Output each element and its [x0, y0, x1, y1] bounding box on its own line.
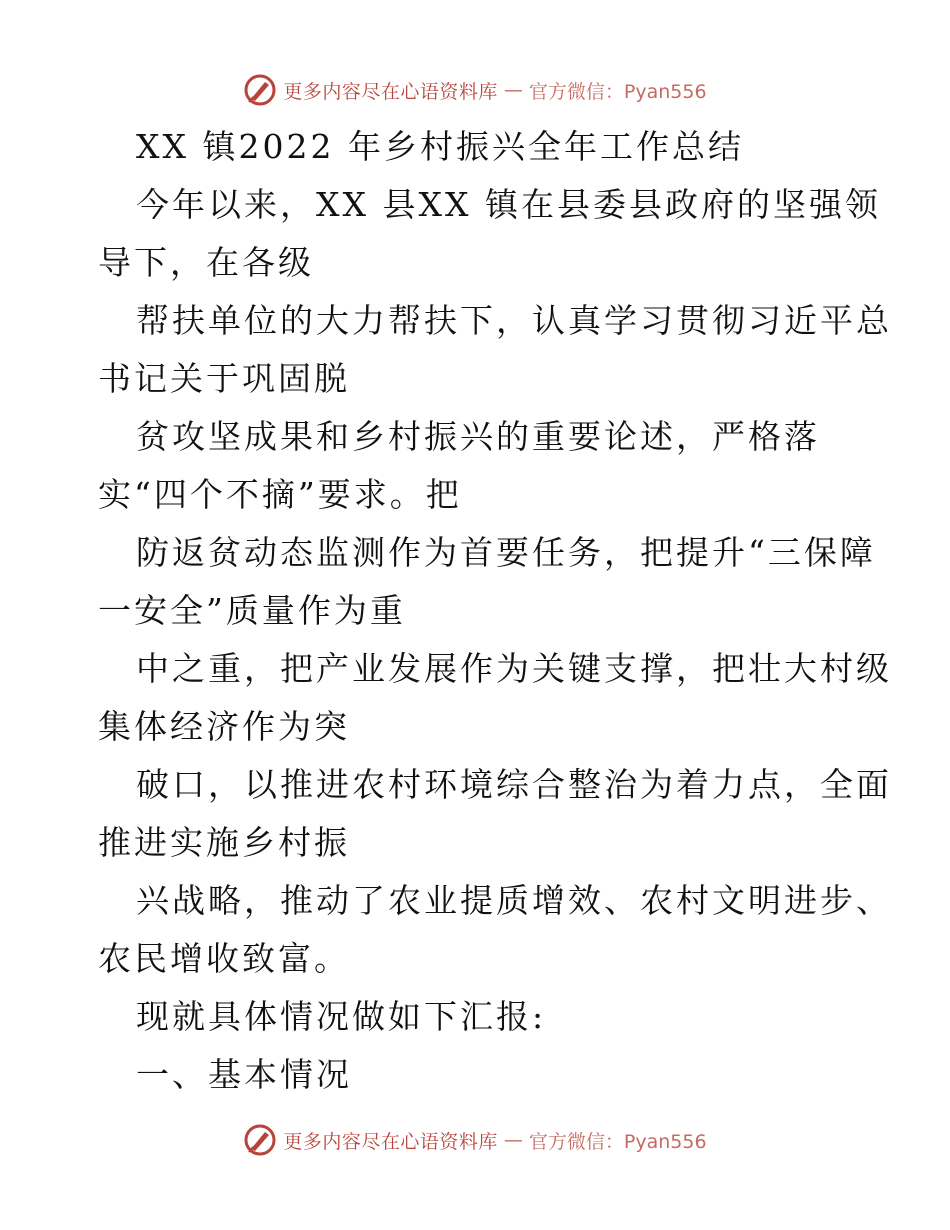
paragraph-line: 实“四个不摘”要求。把 [98, 475, 462, 514]
pen-feather-logo-icon [243, 1123, 277, 1157]
banner-main-text: 更多内容尽在心语资料库 [283, 1130, 498, 1153]
pen-feather-logo-icon [243, 73, 277, 107]
paragraph-line: 帮扶单位的大力帮扶下，认真学习贯彻习近平总 [136, 301, 892, 340]
banner-separator: — [503, 1129, 523, 1151]
paragraph-line: 现就具体情况做如下汇报: [136, 997, 547, 1036]
paragraph-line: 今年以来，XX 县XX 镇在县委县政府的坚强领 [136, 185, 881, 224]
paragraph-line: 一安全”质量作为重 [98, 591, 406, 630]
banner-sub-text: 官方微信：Pyan556 [528, 80, 707, 103]
paragraph-line: 书记关于巩固脱 [98, 359, 350, 398]
paragraph-line: 防返贫动态监测作为首要任务，把提升“三保障 [136, 533, 876, 572]
document-body [98, 118, 892, 1104]
header-watermark-banner [0, 70, 950, 110]
footer-watermark-banner [0, 1120, 950, 1160]
banner-sub-text: 官方微信：Pyan556 [528, 1130, 707, 1153]
paragraph-line: 兴战略，推动了农业提质增效、农村文明进步、 [136, 881, 892, 920]
paragraph-line: 破口，以推进农村环境综合整治为着力点，全面 [136, 765, 892, 804]
section-heading: 一、基本情况 [136, 1055, 352, 1094]
paragraph-line: 贫攻坚成果和乡村振兴的重要论述，严格落 [136, 417, 820, 456]
paragraph-line: 农民增收致富。 [98, 939, 350, 978]
paragraph-line: 导下，在各级 [98, 243, 314, 282]
banner-main-text: 更多内容尽在心语资料库 [283, 80, 498, 103]
paragraph-line: 中之重，把产业发展作为关键支撑，把壮大村级 [136, 649, 892, 688]
paragraph-line: 推进实施乡村振 [98, 823, 350, 862]
document-title: XX 镇2022 年乡村振兴全年工作总结 [136, 127, 744, 166]
banner-separator: — [503, 79, 523, 101]
paragraph-line: 集体经济作为突 [98, 707, 350, 746]
